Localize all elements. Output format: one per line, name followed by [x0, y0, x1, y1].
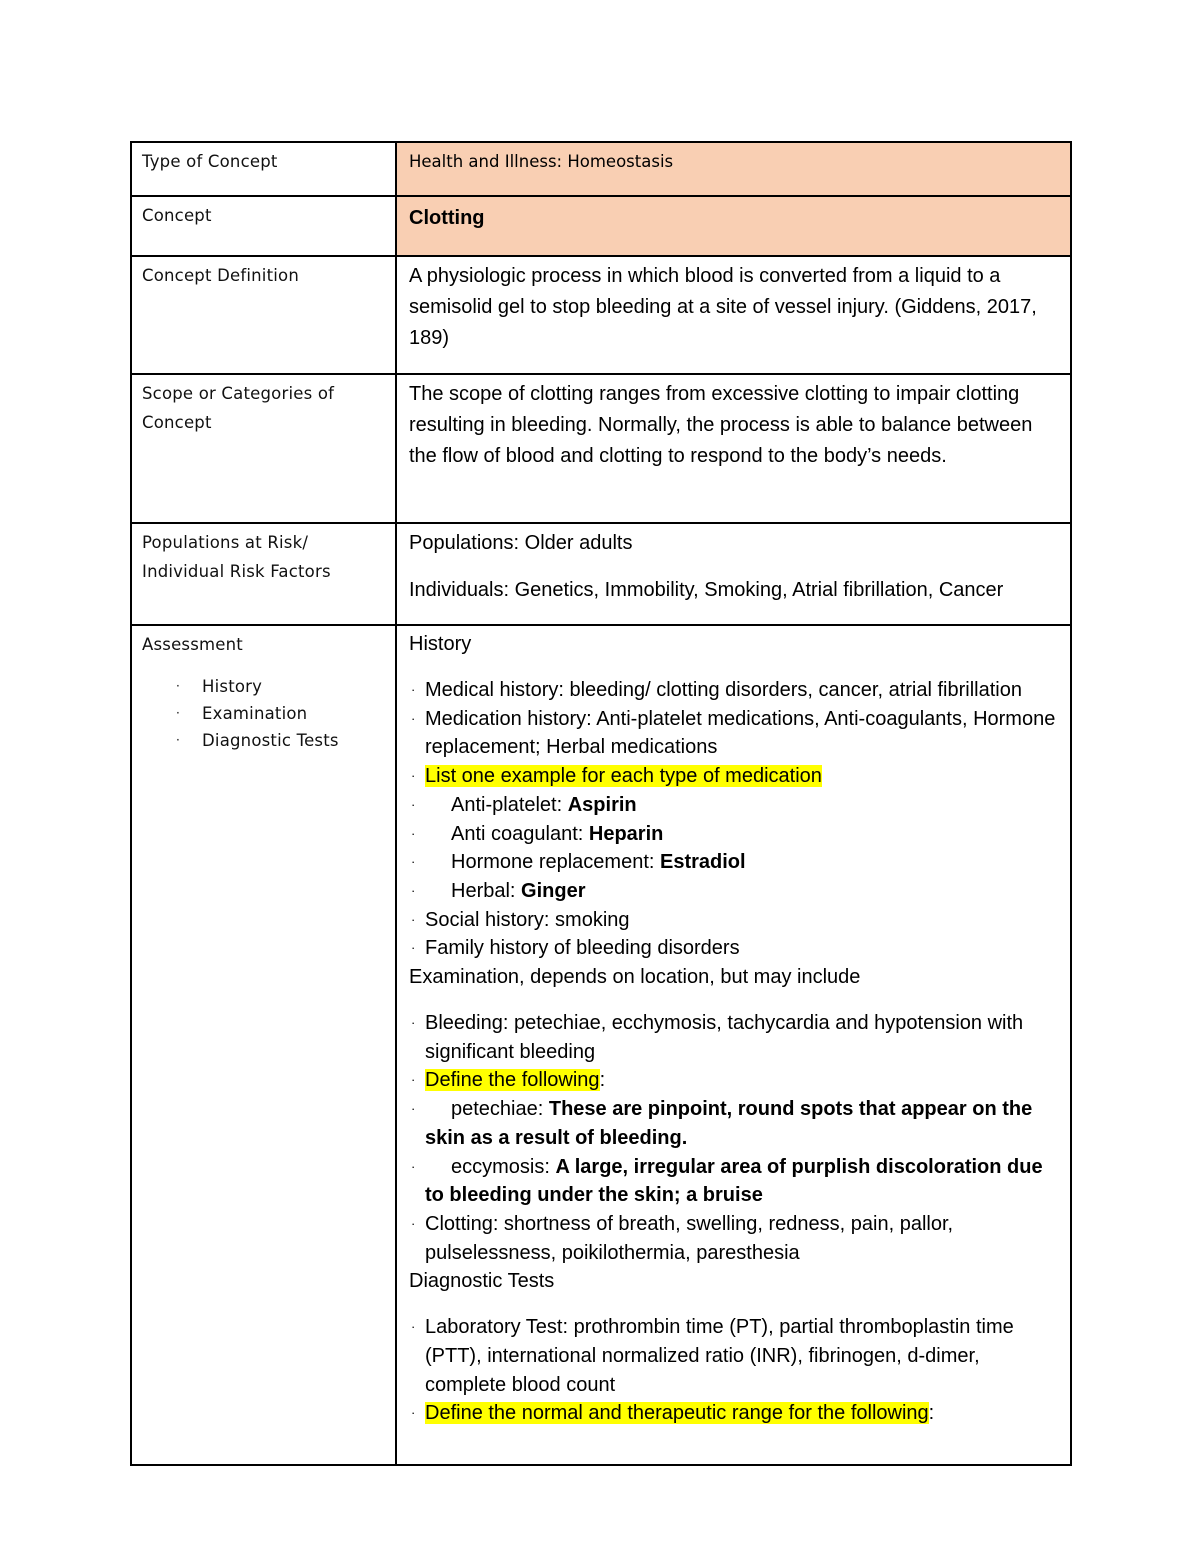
highlighted-prompt: List one example for each type of medication	[425, 765, 822, 788]
diagnostic-list	[409, 1313, 1058, 1428]
side-item-history: · History	[202, 673, 385, 700]
row-populations	[131, 523, 1071, 625]
row-scope	[131, 374, 1071, 523]
list-item: · Herbal: Ginger	[425, 877, 1058, 906]
row-assessment	[131, 625, 1071, 1465]
list-item: · Medical history: bleeding/ clotting disorders, cancer, atrial fibrillation	[425, 676, 1058, 705]
individuals-text: Individuals: Genetics, Immobility, Smoking, Atrial fibrillation, Cancer	[409, 579, 1004, 601]
type-of-concept-value: Health and Illness: Homeostasis	[396, 142, 1071, 196]
row-type-of-concept	[131, 142, 1071, 196]
list-item: · eccymosis: A large, irregular area of purplish discoloration due to bleeding under the skin; a bruise	[425, 1153, 1058, 1210]
bullet-icon: ·	[411, 796, 416, 812]
row-concept-definition	[131, 256, 1071, 374]
assessment-content	[396, 625, 1071, 1465]
history-list	[409, 676, 1058, 963]
list-item: · Family history of bleeding disorders	[425, 934, 1058, 963]
bullet-icon: ·	[411, 1405, 416, 1421]
examination-heading: Examination, depends on location, but may include	[409, 966, 861, 989]
bullet-icon: ·	[411, 1015, 416, 1031]
assessment-label: Assessment	[142, 635, 243, 654]
side-item-diagnostic-tests: · Diagnostic Tests	[202, 727, 385, 754]
concept-definition-label: Concept Definition	[131, 256, 396, 374]
bullet-icon: ·	[411, 1072, 416, 1088]
populations-label	[131, 523, 396, 625]
bullet-icon: ·	[176, 679, 181, 693]
scope-label: Scope or Categories of Concept	[131, 374, 396, 523]
assessment-side-list	[142, 673, 385, 754]
list-item: · Medication history: Anti-platelet medications, Anti-coagulants, Hormone replacement; Herbal medications	[425, 705, 1058, 762]
list-item: · Anti coagulant: Heparin	[425, 820, 1058, 849]
populations-text: Populations: Older adults	[409, 532, 633, 554]
list-item: · Define the following:	[425, 1066, 1058, 1095]
list-item: · Define the normal and therapeutic range for the following:	[425, 1399, 1058, 1428]
list-item: · Social history: smoking	[425, 906, 1058, 935]
bullet-icon: ·	[411, 768, 416, 784]
list-item	[411, 762, 1058, 791]
list-item: · Laboratory Test: prothrombin time (PT), partial thromboplastin time (PTT), international normalized ratio (INR), fibrinogen, d-dimer, complete blood count	[425, 1313, 1058, 1399]
concept-value: Clotting	[396, 196, 1071, 256]
highlighted-prompt: Define the normal and therapeutic range for the following	[425, 1402, 929, 1425]
highlighted-prompt: Define the following	[425, 1069, 600, 1092]
concept-table	[130, 141, 1072, 1466]
bullet-icon: ·	[411, 825, 416, 841]
examination-list	[409, 1009, 1058, 1267]
bullet-icon: ·	[411, 911, 416, 927]
populations-label-line1: Populations at Risk/	[142, 533, 309, 552]
list-item: · Bleeding: petechiae, ecchymosis, tachycardia and hypotension with significant bleeding	[425, 1009, 1058, 1066]
list-item: · petechiae: These are pinpoint, round spots that appear on the skin as a result of bleeding.	[425, 1095, 1058, 1152]
concept-label: Concept	[131, 196, 396, 256]
bullet-icon: ·	[411, 940, 416, 956]
populations-value	[396, 523, 1071, 625]
concept-definition-value: A physiologic process in which blood is converted from a liquid to a semisolid gel to stop bleeding at a site of vessel injury. (Giddens, 2017, 189)	[396, 256, 1071, 374]
bullet-icon: ·	[411, 1101, 416, 1117]
type-of-concept-label: Type of Concept	[131, 142, 396, 196]
side-item-examination: · Examination	[202, 700, 385, 727]
bullet-icon: ·	[411, 682, 416, 697]
list-item: · Hormone replacement: Estradiol	[425, 848, 1058, 877]
scope-value: The scope of clotting ranges from excessive clotting to impair clotting resulting in bleeding. Normally, the process is able to balance between the flow of blood and clotting to respond to the body’s needs.	[396, 374, 1071, 523]
bullet-icon: ·	[411, 882, 416, 898]
bullet-icon: ·	[411, 1319, 416, 1335]
row-concept	[131, 196, 1071, 256]
list-item: · Clotting: shortness of breath, swelling, redness, pain, pallor, pulselessness, poikilothermia, paresthesia	[425, 1210, 1058, 1267]
populations-label-line2: Individual Risk Factors	[142, 562, 331, 581]
diagnostic-heading: Diagnostic Tests	[409, 1270, 555, 1293]
bullet-icon: ·	[176, 733, 181, 747]
bullet-icon: ·	[411, 1215, 416, 1231]
bullet-icon: ·	[411, 1158, 416, 1174]
assessment-label-cell	[131, 625, 396, 1465]
bullet-icon: ·	[411, 710, 416, 726]
bullet-icon: ·	[411, 854, 416, 870]
bullet-icon: ·	[176, 706, 181, 720]
history-heading: History	[409, 633, 472, 655]
list-item: · Anti-platelet: Aspirin	[425, 791, 1058, 820]
